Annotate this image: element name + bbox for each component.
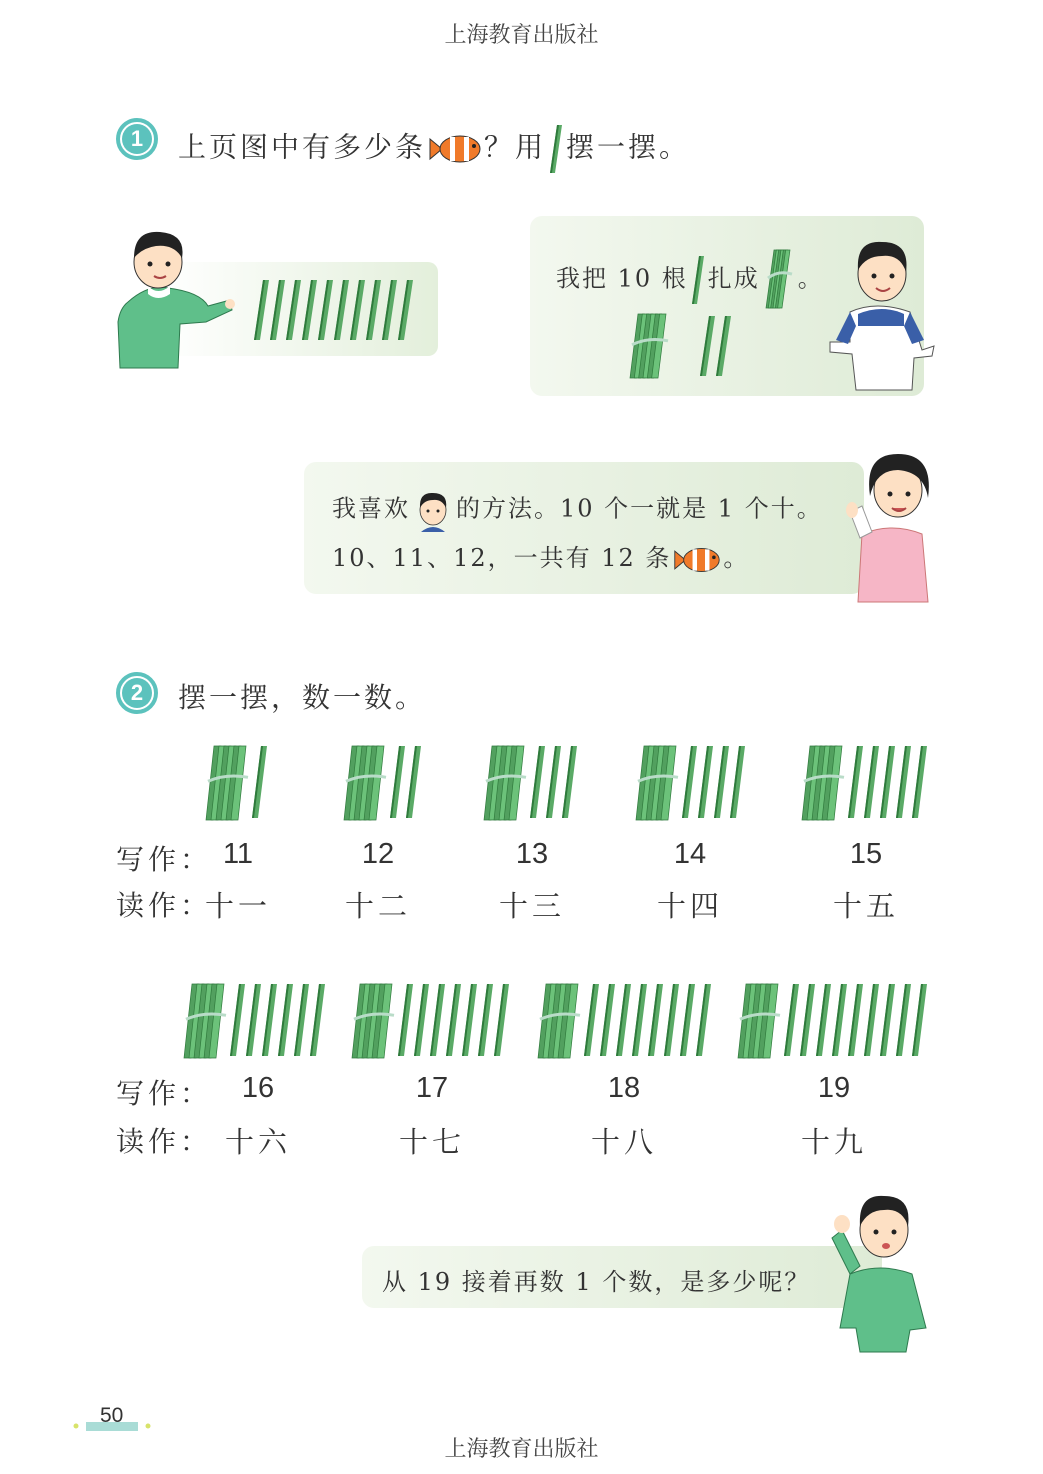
single-stick (478, 984, 493, 1056)
read-number: 十九 (800, 1125, 867, 1159)
final-question-text: 从 19 接着再数 1 个数，是多少呢？ (382, 1268, 811, 1296)
single-stick (494, 984, 509, 1056)
publisher-header: 上海教育出版社 (444, 23, 599, 48)
single-stick (406, 746, 421, 818)
single-stick (648, 984, 663, 1056)
single-stick (398, 984, 413, 1056)
ten-stick-bundle (184, 984, 226, 1058)
read-number: 十六 (224, 1125, 291, 1159)
single-stick (682, 746, 697, 818)
single-stick (302, 280, 317, 340)
ten-stick-bundle (766, 250, 792, 308)
read-label-row2: 读作： (116, 1125, 213, 1158)
written-number: 11 (222, 838, 254, 870)
read-number: 十八 (590, 1125, 657, 1159)
single-stick (252, 746, 267, 818)
single-stick (334, 280, 349, 340)
read-label-row1: 读作： (116, 889, 213, 922)
page-number: 50 (100, 1404, 124, 1427)
single-stick (546, 746, 561, 818)
single-stick (816, 984, 831, 1056)
single-stick (246, 984, 261, 1056)
single-stick (562, 746, 577, 818)
single-stick (430, 984, 445, 1056)
ten-stick-bundle (738, 984, 780, 1058)
ten-stick-bundle (630, 314, 668, 378)
ten-loose-sticks-group (250, 278, 420, 344)
single-stick (730, 746, 745, 818)
single-stick (896, 984, 911, 1056)
single-stick (414, 984, 429, 1056)
ten-stick-bundle (802, 746, 844, 820)
written-number: 16 (241, 1072, 275, 1104)
single-stick (584, 984, 599, 1056)
written-number: 15 (849, 838, 883, 870)
single-stick (254, 280, 269, 340)
single-stick (714, 746, 729, 818)
single-stick (864, 746, 879, 818)
single-stick (632, 984, 647, 1056)
single-stick (680, 984, 695, 1056)
single-stick (446, 984, 461, 1056)
stick-bundle-icon (764, 248, 794, 312)
single-stick (912, 746, 927, 818)
single-stick (530, 746, 545, 818)
read-number: 十三 (498, 889, 565, 923)
single-stick (366, 280, 381, 340)
write-label-row2: 写作： (116, 1077, 213, 1110)
single-stick-icon (692, 256, 704, 304)
read-number: 十二 (344, 889, 411, 923)
single-stick (848, 984, 863, 1056)
boy-face-icon (413, 488, 453, 532)
single-stick (616, 984, 631, 1056)
boy-blue-shirt-illustration (826, 230, 936, 392)
single-stick (310, 984, 325, 1056)
girl-comment-line1: 我喜欢 的方法。10 个一就是 1 个十。 (332, 488, 823, 532)
single-stick (700, 316, 715, 376)
single-stick (278, 984, 293, 1056)
write-label-row1: 写作： (116, 843, 213, 876)
boy-green-sweater-illustration (108, 222, 238, 372)
read-number: 十一 (204, 889, 271, 923)
single-stick (716, 316, 731, 376)
single-stick (600, 984, 615, 1056)
row1-stick-groups (0, 740, 1043, 830)
written-number: 19 (817, 1072, 851, 1104)
girl-comment-line2: 10、11、12，一共有 12 条 。 (332, 538, 749, 575)
single-stick (896, 746, 911, 818)
bundle-method-text: 我把 10 根 扎成 。 (556, 248, 824, 312)
single-stick (294, 984, 309, 1056)
single-stick (230, 984, 245, 1056)
single-stick (270, 280, 285, 340)
single-stick (880, 746, 895, 818)
single-stick (318, 280, 333, 340)
single-stick (800, 984, 815, 1056)
written-number: 18 (607, 1072, 641, 1104)
boy-thinking-illustration (826, 1178, 936, 1354)
single-stick (350, 280, 365, 340)
ten-stick-bundle (484, 746, 526, 820)
single-stick (864, 984, 879, 1056)
single-stick (696, 984, 711, 1056)
question-2-text: 摆一摆，数一数。 (178, 681, 427, 714)
single-stick-icon (550, 125, 562, 173)
read-number: 十五 (832, 889, 899, 923)
single-stick (286, 280, 301, 340)
row2-stick-groups (0, 978, 1043, 1068)
single-stick (912, 984, 927, 1056)
single-stick (848, 746, 863, 818)
single-stick (262, 984, 277, 1056)
ten-stick-bundle (352, 984, 394, 1058)
clownfish-icon (673, 545, 721, 575)
single-stick (462, 984, 477, 1056)
question-1-badge: 1 (116, 118, 158, 160)
single-stick (398, 280, 413, 340)
bundle-and-two-sticks (626, 310, 746, 382)
single-stick (664, 984, 679, 1056)
question-2-badge: 2 (116, 672, 158, 714)
ten-stick-bundle (538, 984, 580, 1058)
written-number: 14 (673, 838, 707, 870)
ten-stick-bundle (344, 746, 386, 820)
single-stick (880, 984, 895, 1056)
written-number: 17 (415, 1072, 449, 1104)
written-number: 13 (515, 838, 549, 870)
single-stick (784, 984, 799, 1056)
read-number: 十四 (656, 889, 723, 923)
girl-pink-apron-illustration (842, 446, 942, 602)
clownfish-icon (428, 133, 482, 165)
single-stick (382, 280, 397, 340)
question-1-text: 上页图中有多少条 ？用 摆一摆。 (178, 125, 690, 173)
read-number: 十七 (398, 1125, 465, 1159)
single-stick (832, 984, 847, 1056)
single-stick (390, 746, 405, 818)
written-number: 12 (361, 838, 395, 870)
ten-stick-bundle (206, 746, 248, 820)
publisher-footer: 上海教育出版社 (444, 1437, 599, 1462)
ten-stick-bundle (636, 746, 678, 820)
single-stick (698, 746, 713, 818)
